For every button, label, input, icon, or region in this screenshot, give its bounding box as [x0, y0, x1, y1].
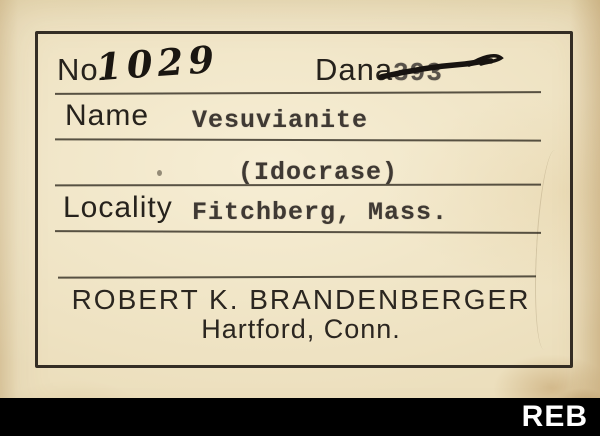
field-locality-value: Fitchberg, Mass. — [192, 198, 449, 227]
field-dana-value-struck: 393 — [393, 58, 443, 88]
collector-name: ROBERT K. BRANDENBERGER — [71, 284, 531, 315]
watermark-text: REB — [521, 400, 588, 433]
field-dana-label: Dana — [315, 52, 394, 87]
field-name-label: Name — [65, 99, 150, 132]
watermark-bar — [0, 398, 600, 436]
strikethrough-pen-mark — [377, 50, 511, 88]
field-locality-label: Locality — [63, 191, 173, 224]
field-no-label: No. — [57, 52, 109, 87]
collector-city: Hartford, Conn. — [201, 314, 401, 344]
field-synonym-value: (Idocrase) — [238, 158, 399, 187]
stray-ink-dot — [157, 170, 162, 176]
field-no-value-handwritten: 1029 — [94, 36, 221, 90]
field-name-value: Vesuvianite — [192, 106, 369, 135]
